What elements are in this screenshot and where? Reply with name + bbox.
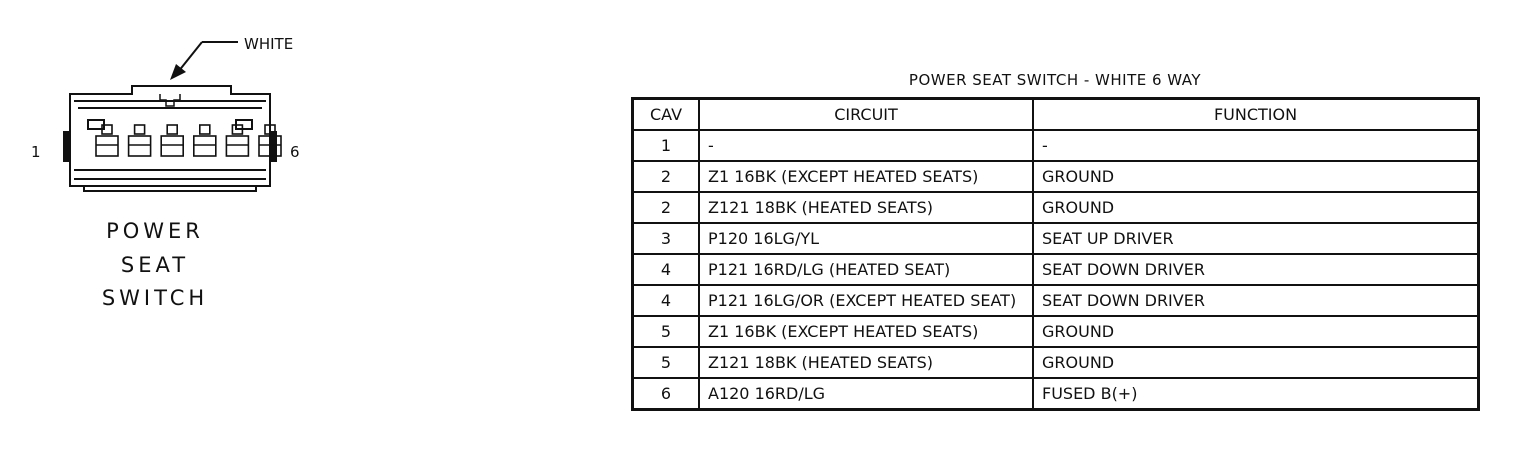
pinout-table <box>631 97 1480 411</box>
callout-label: WHITE <box>244 35 294 53</box>
cav-cell: 2 <box>633 192 700 223</box>
circuit-cell: Z1 16BK (EXCEPT HEATED SEATS) <box>699 316 1033 347</box>
pinout-table-body <box>633 130 1479 410</box>
left-side-key <box>63 131 70 162</box>
circuit-cell: P120 16LG/YL <box>699 223 1033 254</box>
function-cell: SEAT DOWN DRIVER <box>1033 254 1479 285</box>
table-row <box>633 192 1479 223</box>
column-header-circuit: CIRCUIT <box>699 99 1033 131</box>
cav-cell: 4 <box>633 254 700 285</box>
cav-cell: 2 <box>633 161 700 192</box>
circuit-cell: Z1 16BK (EXCEPT HEATED SEATS) <box>699 161 1033 192</box>
cav-cell: 1 <box>633 130 700 161</box>
function-cell: SEAT DOWN DRIVER <box>1033 285 1479 316</box>
caption-line-power: POWER <box>106 219 204 243</box>
circuit-cell: Z121 18BK (HEATED SEATS) <box>699 347 1033 378</box>
column-header-function: FUNCTION <box>1033 99 1479 131</box>
caption-line-seat: SEAT <box>120 253 190 277</box>
caption-line-switch: SWITCH <box>101 286 209 310</box>
table-row <box>633 285 1479 316</box>
function-cell: - <box>1033 130 1479 161</box>
table-row <box>633 254 1479 285</box>
table-row <box>633 316 1479 347</box>
cavity-2 <box>129 125 151 156</box>
circuit-cell: A120 16RD/LG <box>699 378 1033 410</box>
cav-cell: 3 <box>633 223 700 254</box>
table-row <box>633 130 1479 161</box>
function-cell: SEAT UP DRIVER <box>1033 223 1479 254</box>
cav-cell: 4 <box>633 285 700 316</box>
table-row <box>633 378 1479 410</box>
circuit-cell: Z121 18BK (HEATED SEATS) <box>699 192 1033 223</box>
column-header-cav: CAV <box>633 99 700 131</box>
table-row <box>633 347 1479 378</box>
function-cell: GROUND <box>1033 347 1479 378</box>
cavity-group <box>96 125 281 156</box>
function-cell: GROUND <box>1033 192 1479 223</box>
cav-cell: 5 <box>633 316 700 347</box>
cav-cell: 5 <box>633 347 700 378</box>
cavity-3 <box>161 125 183 156</box>
table-title: POWER SEAT SWITCH - WHITE 6 WAY <box>908 71 1202 89</box>
table-header-row <box>633 99 1479 131</box>
circuit-cell: P121 16LG/OR (EXCEPT HEATED SEAT) <box>699 285 1033 316</box>
pin-label-right: 6 <box>290 143 300 161</box>
table-row <box>633 161 1479 192</box>
cavity-4 <box>194 125 216 156</box>
pin-label-left: 1 <box>31 143 41 161</box>
function-cell: GROUND <box>1033 161 1479 192</box>
circuit-cell: P121 16RD/LG (HEATED SEAT) <box>699 254 1033 285</box>
function-cell: GROUND <box>1033 316 1479 347</box>
connector-housing <box>70 86 270 191</box>
table-row <box>633 223 1479 254</box>
callout-leader <box>178 42 238 72</box>
cav-cell: 6 <box>633 378 700 410</box>
function-cell: FUSED B(+) <box>1033 378 1479 410</box>
circuit-cell: - <box>699 130 1033 161</box>
